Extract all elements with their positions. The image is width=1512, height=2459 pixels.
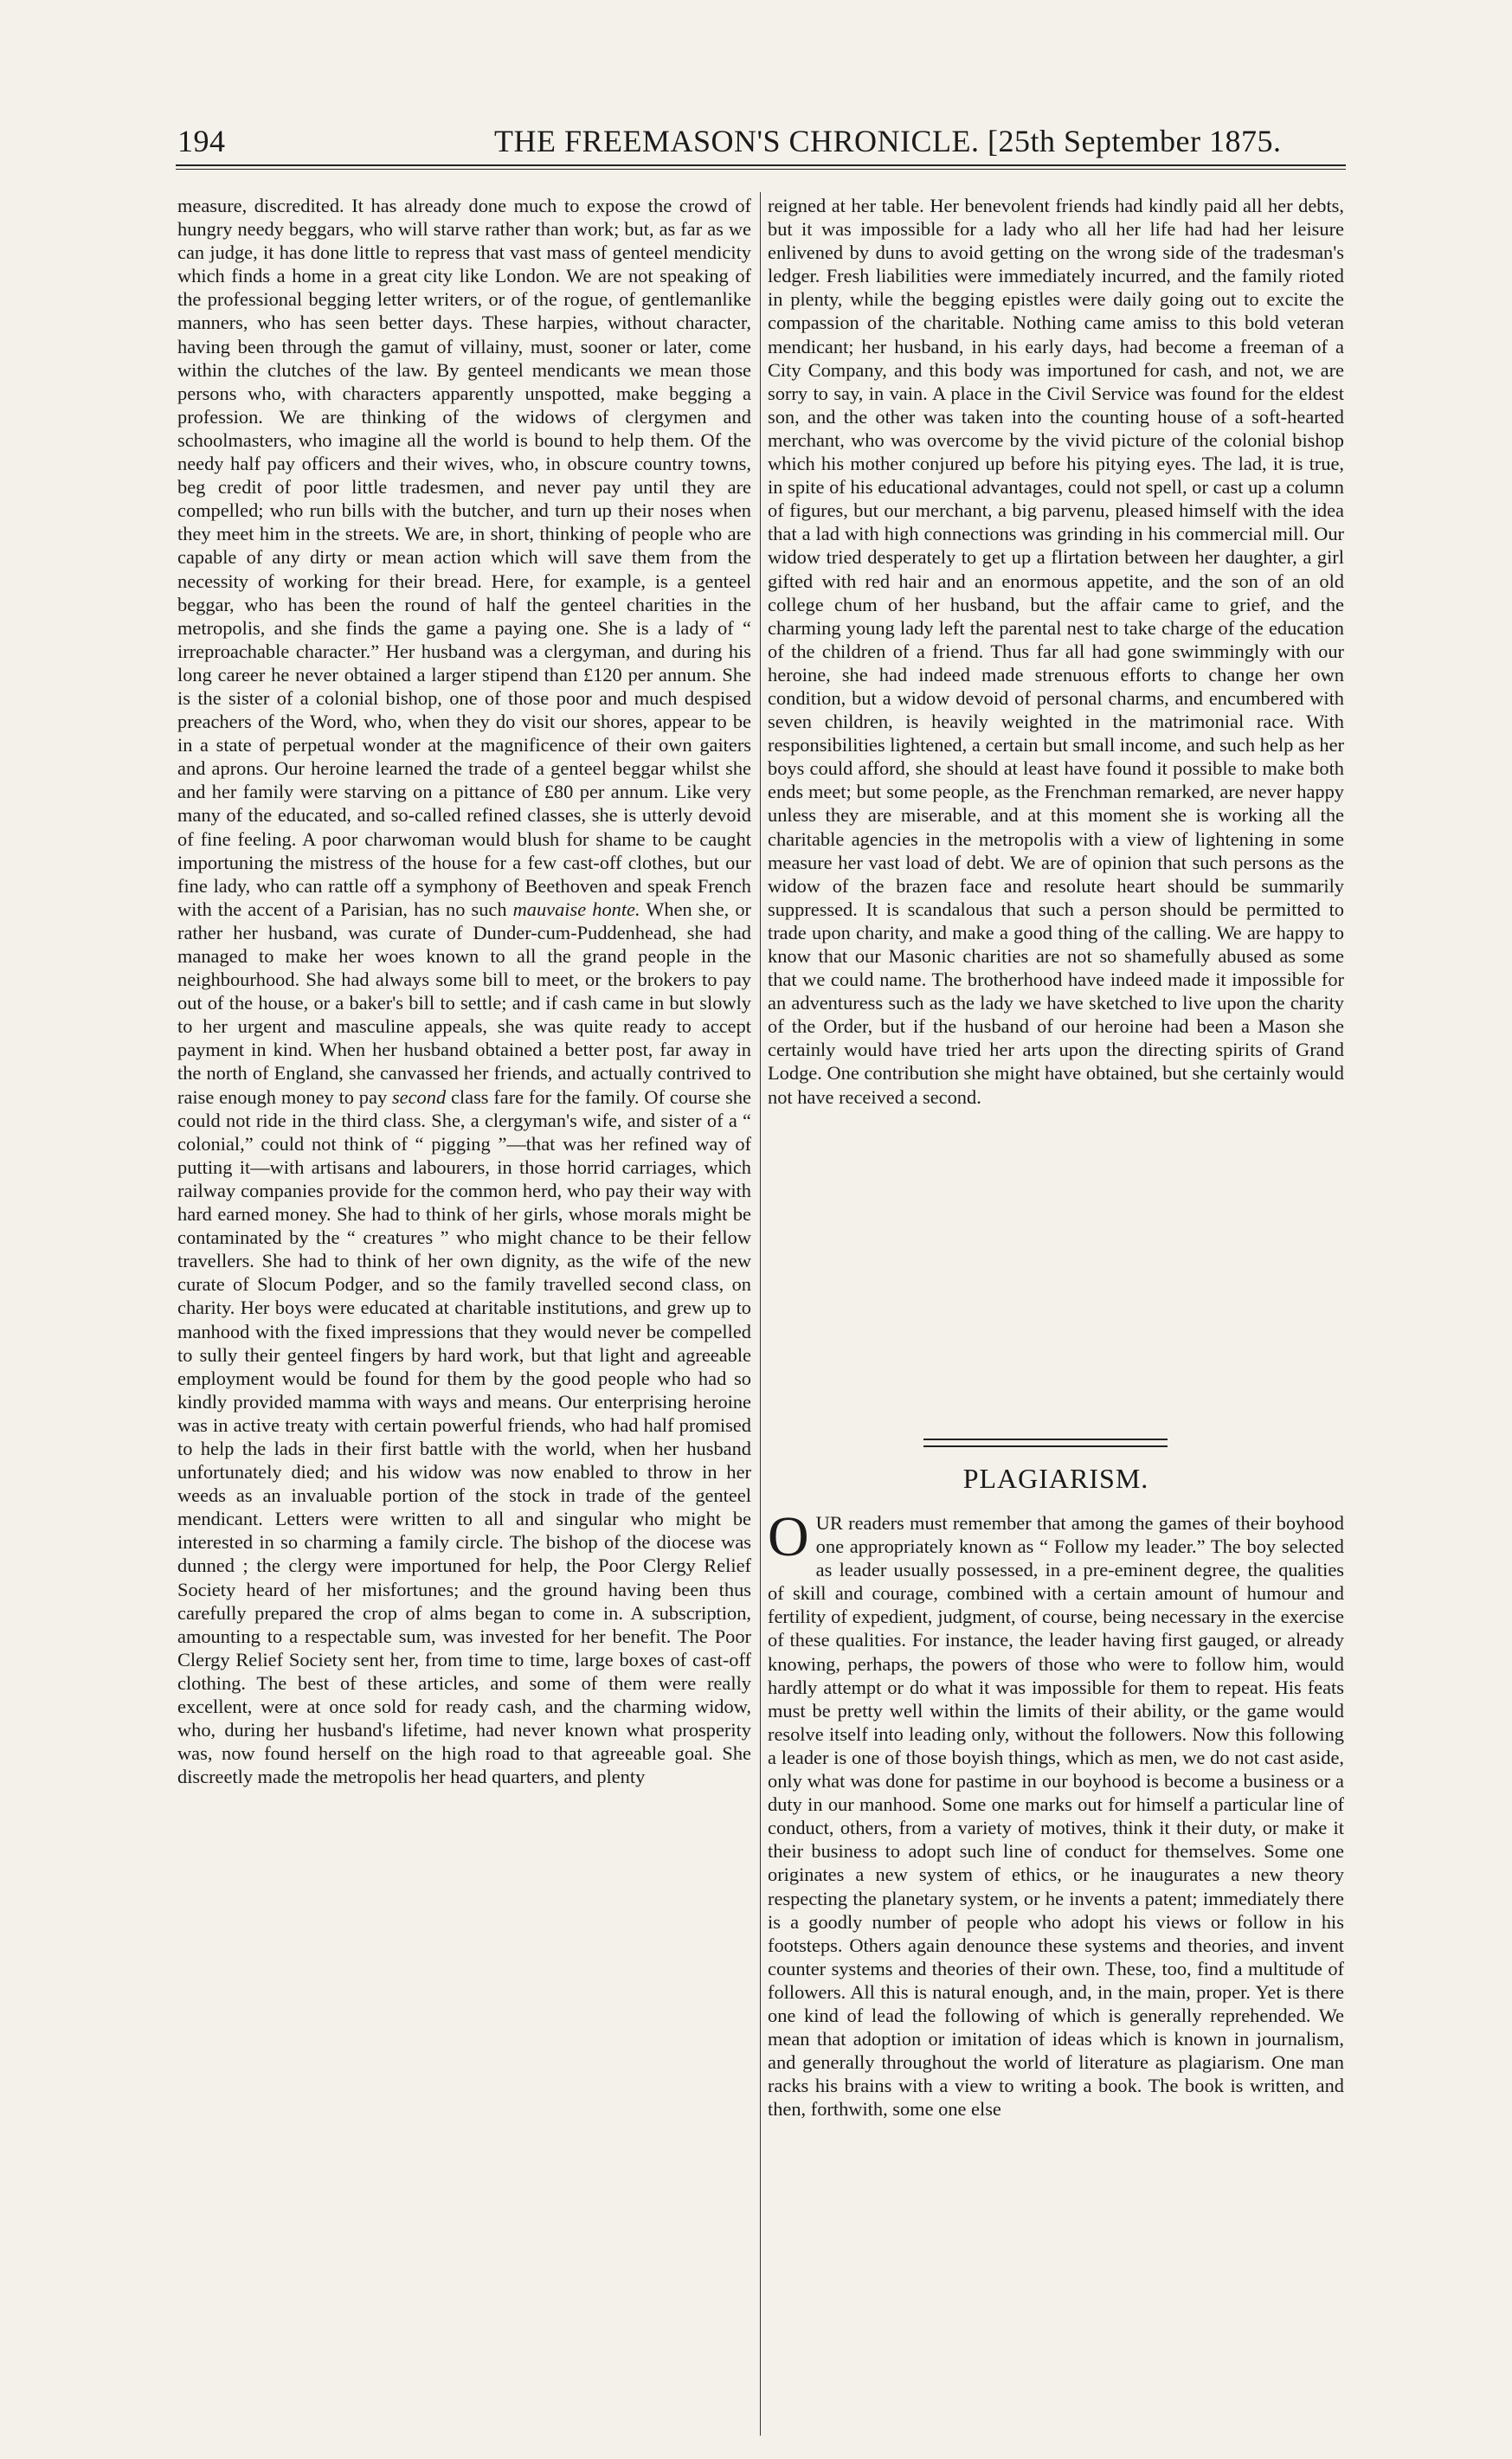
- text-run: class fare for the family. Of course she could not ride in the third class. She, a clergyman's wife, and sister of a “ colonial,” could not think of “ pigging ”—that was her refined way of putting it—with artisans and labourers, in those horrid carriages, which railway companies provide for the common herd, who pay their way with hard earned money. She had to think of her girls, whose morals might be contaminated by the “ creatures ” who might chance to be their fellow travellers. She had to think of her own dignity, as the wife of the new curate of Slocum Podger, and so the family travelled second class, on charity. Her boys were educated at charitable institutions, and grew up to manhood with the fixed impressions that they would never be compelled to sully their genteel fingers by hard work, but that light and agreeable employment would be found for them by the good people who had so kindly provided mamma with ways and means. Our enterprising heroine was in active treaty with certain powerful friends, who had half promised to help the lads in their first battle with the world, when her husband unfortunately died; and his widow was now enabled to throw in her weeds as an invaluable portion of the stock in trade of the genteel mendicant. Letters were written to all and singular who might be interested in so charming a family circle. The bishop of the diocese was dunned ; the clergy were importuned for help, the Poor Clergy Relief Society heard of her misfortunes; and the ground having been thus carefully prepared the crop of alms began to come in. A subscription, amounting to a respectable sum, was invested for her benefit. The Poor Clergy Relief Society sent her, from time to time, large boxes of cast-off clothing. The best of these articles, and some of them were really excellent, were at once sold for ready cash, and the charming widow, who, during her husband's lifetime, had never known what prosperity was, now found herself on the high road to that agreeable goal. She discreetly made the metropolis her head quarters, and plenty: [177, 1085, 751, 1788]
- page-number: 194: [177, 124, 226, 158]
- column-divider: [760, 192, 761, 2436]
- text-run: measure, discredited. It has already done much to expose the crowd of hungry needy beggars, who will starve rather than work; but, as far as we can judge, it has done little to repress that vast mass of genteel mendicity which finds a home in a great city like London. We are not speaking of the professional begging letter writers, or of the rogue, of gentlemanlike manners, who has seen better days. These harpies, without character, having been through the gamut of villainy, must, sooner or later, come within the clutches of the law. By genteel mendicants we mean those persons who, with characters apparently unspotted, make begging a profession. We are thinking of the widows of clergymen and schoolmasters, who imagine all the world is bound to help them. Of the needy half pay officers and their wives, who, in obscure country towns, beg credit of poor little tradesmen, and never pay until they are compelled; who run bills with the butcher, and turn up their noses when they meet him in the streets. We are, in short, thinking of people who are capable of any dirty or mean action which will save them from the necessity of working for their bread. Here, for example, is a genteel beggar, who has been the round of half the genteel charities in the metropolis, and she finds the game a paying one. She is a lady of “ irreproachable character.” Her husband was a clergyman, and during his long career he never obtained a larger stipend than £120 per annum. She is the sister of a colonial bishop, one of those poor and much despised preachers of the Word, who, when they do visit our shores, appear to be in a state of perpetual wonder at the magnificence of their own gaiters and aprons. Our heroine learned the trade of a genteel beggar whilst she and her family were starving on a pittance of £80 per annum. Like very many of the educated, and so-called refined classes, she is utterly devoid of fine feeling. A poor charwoman would blush for shame to be caught importuning the mistress of the house for a few cast-off clothes, but our fine lady, who can rattle off a symphony of Beethoven and speak French with the accent of a Parisian, has no such: [177, 195, 751, 920]
- left-column: [177, 194, 751, 1788]
- section-separator: [923, 1439, 1168, 1447]
- header-rule: [176, 164, 1346, 170]
- text-run: When she, or rather her husband, was curate of Dunder-cum-Puddenhead, she had managed to make her woes known to all the grand people in the neighbourhood. She had always some bill to meet, or the brokers to pay out of the house, or a baker's bill to settle; and if cash came in but slowly to her urgent and masculine appeals, she was quite ready to accept payment in kind. When her husband obtained a better post, far away in the north of England, she canvassed her friends, and actually contrived to raise enough money to pay: [177, 898, 751, 1108]
- article-paragraph: reigned at her table. Her benevolent friends had kindly paid all her debts, but it was impossible for a lady who all her life had had her leisure enlivened by duns to avoid getting on the wrong side of the tradesman's ledger. Fresh liabilities were immediately incurred, and the family rioted in plenty, while the begging epistles were daily going out to excite the compassion of the charitable. Nothing came amiss to this bold veteran mendicant; her husband, in his early days, had become a freeman of a City Company, and this body was importuned for cash, and not, we are sorry to say, in vain. A place in the Civil Service was found for the eldest son, and the other was taken into the counting house of a soft-hearted merchant, who was overcome by the vivid picture of the colonial bishop which his mother conjured up before his pitying eyes. The lad, it is true, in spite of his educational advantages, could not spell, or cast up a column of figures, but our merchant, a big parvenu, pleased himself with the idea that a lad with high connections was grinding in his commercial mill. Our widow tried desperately to get up a flirtation between her daughter, a girl gifted with red hair and an enormous appetite, and the son of an old college chum of her husband, but the affair came to grief, and the charming young lady left the parental nest to take charge of the education of the children of a friend. Thus far all had gone swimmingly with our heroine, she had indeed made strenuous efforts to change her own condition, but a widow devoid of personal charms, and encumbered with seven children, is heavily weighted in the matrimonial race. With responsibilities lightened, a certain but small income, and such help as her boys could afford, she should at least have found it possible to make both ends meet; but some people, as the Frenchman remarked, are never happy unless they are miserable, and at this moment she is working all the charitable agencies in the metropolis with a view of lightening in some measure her vast load of debt. We are of opinion that such persons as the widow of the brazen face and resolute heart should be summarily suppressed. It is scandalous that such a person should be permitted to trade upon charity, and make a good thing of the calling. We are happy to know that our Masonic charities are not so shamefully abused as some that we could name. The brotherhood have indeed made it impossible for an adventuress such as the lady we have sketched to live upon the charity of the Order, but if the husband of our heroine had been a Mason she certainly would have tried her arts upon the directing spirits of Grand Lodge. One contribution she might have obtained, but she certainly would not have received a second.: [768, 195, 1344, 1108]
- section-heading: PLAGIARISM.: [962, 1463, 1149, 1494]
- right-column-top: [768, 194, 1344, 1109]
- article-paragraph: [177, 194, 751, 1788]
- article-paragraph: readers must remember that among the games of their boyhood one appropriately known as “ Follow my leader.” The boy selected as leader usually possessed, in a pre-eminent degree, the qualities of skill and courage, combined with a certain amount of humour and fertility of expedient, judgment, of course, being necessary in the exercise of these qualities. For instance, the leader having first gauged, or already knowing, perhaps, the powers of those who were to follow him, would hardly attempt or do what it was impossible for them to repeat. His feats must be pretty well within the limits of their ability, or the game would resolve itself into leading only, without the followers. Now this following a leader is one of those boyish things, which as men, we do not cast aside, only what was done for pastime in our boyhood is become a business or a duty in our manhood. Some one marks out for himself a particular line of conduct, others, from a variety of motives, think it their duty, or make it their business to adopt such line of conduct for themselves. Some one originates a new system of ethics, or he inaugurates a new theory respecting the planetary system, or he invents a patent; immediately there is a goodly number of people who adopt his views or follow in his footsteps. Others again denounce these systems and theories, and invent counter systems and theories of their own. These, too, find a multitude of followers. All this is natural enough, and, in the main, proper. Yet is there one kind of lead the following of which is generally reprehended. We mean that adoption or imitation of ideas which is known in journalism, and generally throughout the world of literature as plagiarism. One man racks his brains with a view to writing a book. The book is written, and then, forthwith, some one else: [768, 1512, 1344, 2121]
- plagiarism-article: [768, 1505, 1344, 2121]
- issue-date: [25th September 1875.: [988, 124, 1282, 158]
- lead-word: UR: [815, 1512, 843, 1534]
- masthead: [494, 123, 1281, 159]
- italic-word: second: [391, 1085, 447, 1108]
- publication-title: THE FREEMASON'S CHRONICLE.: [494, 124, 980, 158]
- page-header: [177, 123, 1346, 166]
- italic-phrase: mauvaise honte.: [512, 898, 640, 920]
- drop-cap: O: [768, 1505, 809, 1568]
